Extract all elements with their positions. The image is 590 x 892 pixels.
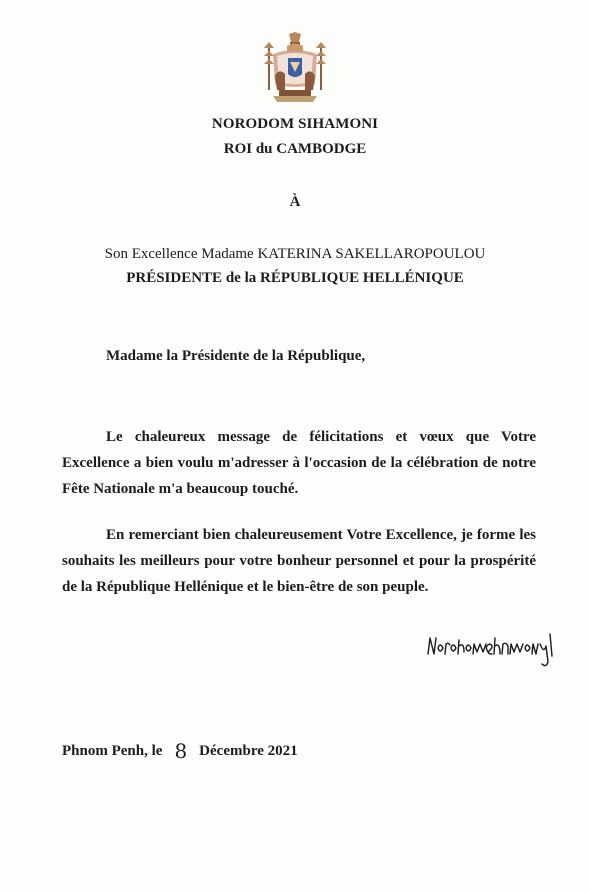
handwritten-signature-icon [424,624,558,670]
salutation: Madame la Présidente de la République, [106,348,366,364]
place-label: Phnom Penh, le [62,743,163,759]
body-paragraph-1: Le chaleureux message de félicitations et vœux que Votre Excellence a bien voulu m'adresser à l'occasion de la célébration de notre Fête Nationale m'a beaucoup touché. [62,429,536,497]
date-line [62,736,298,763]
body-paragraph-2: En remerciant bien chaleureusement Votre Excellence, je forme les souhaits les meilleurs pour votre bonheur personnel et pour la prospérité de la République Hellénique et le bien-être de son peuple. [62,527,536,595]
addressee-preposition: À [289,194,301,210]
sender-title: ROI du CAMBODGE [223,141,367,157]
addressee-title: PRÉSIDENTE de la RÉPUBLIQUE HELLÉNIQUE [126,270,464,286]
handwritten-day: 8 [174,739,188,763]
month-year: Décembre 2021 [199,743,298,759]
royal-coat-of-arms-icon [259,32,331,104]
addressee-name: Son Excellence Madame KATERINA SAKELLAROPOULOU [104,246,486,262]
sender-name: NORODOM SIHAMONI [211,116,379,132]
